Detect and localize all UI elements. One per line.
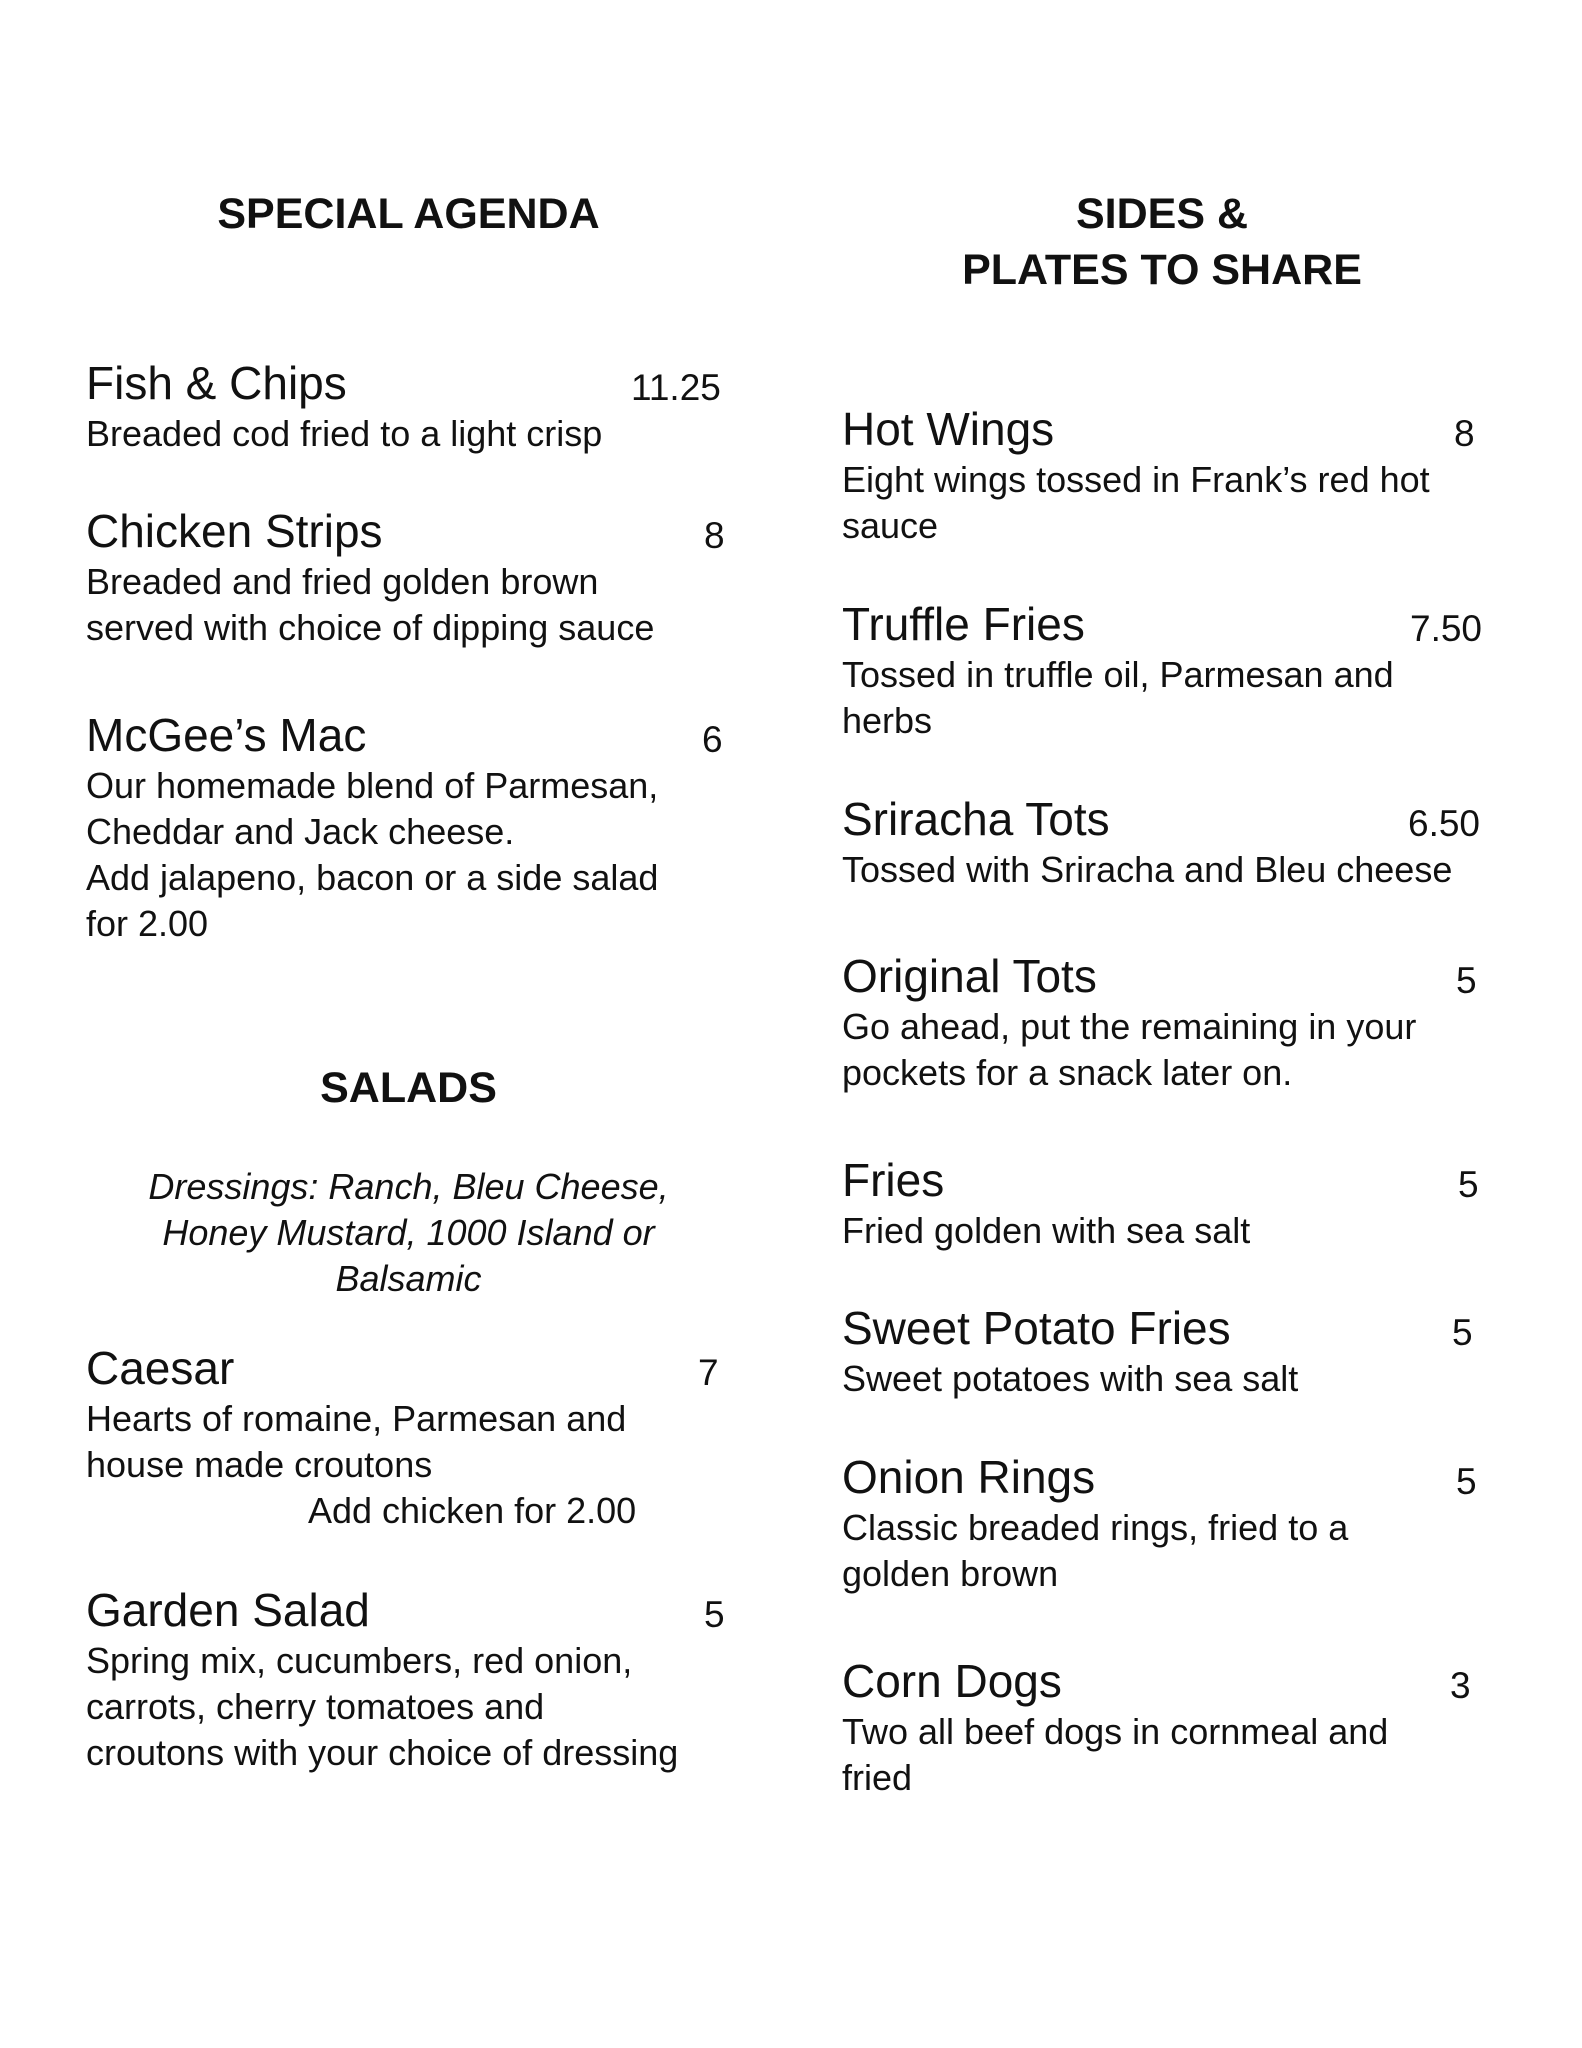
item-price: 5 (1458, 1164, 1479, 1205)
description-line: house made croutons (86, 1444, 433, 1485)
description-line: Add jalapeno, bacon or a side salad (86, 857, 659, 898)
item-price: 7 (698, 1352, 719, 1393)
menu-item (842, 1152, 1502, 1254)
description-line: Cheddar and Jack cheese. (86, 811, 515, 852)
description-line: Go ahead, put the remaining in your (842, 1006, 1417, 1047)
dressings-line: Dressings: Ranch, Bleu Cheese, (148, 1166, 669, 1207)
item-name: McGee’s Mac (86, 709, 367, 761)
description-line: Classic breaded rings, fried to a (842, 1507, 1349, 1548)
description-line: Breaded and fried golden brown (86, 561, 599, 602)
item-description (86, 763, 731, 947)
item-price: 5 (1452, 1312, 1473, 1353)
description-line: carrots, cherry tomatoes and (86, 1686, 545, 1727)
item-name: Truffle Fries (842, 598, 1085, 650)
add-on-note: Add chicken for 2.00 (308, 1490, 637, 1531)
menu-item (842, 596, 1502, 744)
description-line: Eight wings tossed in Frank’s red hot (842, 459, 1430, 500)
item-price: 11.25 (631, 367, 721, 408)
description-line: served with choice of dipping sauce (86, 607, 655, 648)
heading-line: PLATES TO SHARE (962, 246, 1362, 294)
description-line: Tossed in truffle oil, Parmesan and (842, 654, 1394, 695)
menu-item (842, 401, 1502, 549)
item-price: 6.50 (1408, 803, 1481, 844)
menu-item (842, 1449, 1502, 1597)
menu-item (86, 707, 731, 947)
description-line: croutons with your choice of dressing (86, 1732, 679, 1773)
menu-item (86, 503, 731, 651)
menu-item (86, 355, 731, 457)
item-description (86, 411, 731, 457)
item-price: 6 (702, 719, 723, 760)
item-name: Corn Dogs (842, 1655, 1062, 1707)
item-name: Hot Wings (842, 403, 1055, 455)
item-description (842, 1004, 1502, 1096)
item-name: Fish & Chips (86, 357, 347, 409)
item-description (842, 1208, 1502, 1254)
item-name: Caesar (86, 1342, 235, 1394)
item-price: 5 (1456, 1461, 1477, 1502)
description-line: for 2.00 (86, 903, 209, 944)
dressings-line: Balsamic (335, 1258, 482, 1299)
item-price: 3 (1450, 1665, 1471, 1706)
item-price: 8 (1454, 413, 1475, 454)
item-name: Garden Salad (86, 1584, 370, 1636)
salads-heading: SALADS (320, 1064, 497, 1112)
item-price: 5 (1456, 960, 1477, 1001)
item-name: Sriracha Tots (842, 793, 1110, 845)
dressings-line: Honey Mustard, 1000 Island or (162, 1212, 655, 1253)
description-line: Spring mix, cucumbers, red onion, (86, 1640, 633, 1681)
item-description (842, 847, 1502, 893)
description-line: Fried golden with sea salt (842, 1210, 1251, 1251)
item-name: Fries (842, 1154, 945, 1206)
item-description (86, 559, 731, 651)
item-description (842, 1505, 1502, 1597)
item-description (86, 1396, 731, 1534)
menu-item (842, 1653, 1502, 1801)
description-line: Hearts of romaine, Parmesan and (86, 1398, 627, 1439)
description-line: pockets for a snack later on. (842, 1052, 1293, 1093)
item-price: 7.50 (1410, 608, 1483, 649)
item-description (86, 1638, 731, 1776)
item-description (842, 1356, 1502, 1402)
dressings-note (86, 1164, 731, 1302)
menu-item (842, 1300, 1502, 1402)
description-line: Tossed with Sriracha and Bleu cheese (842, 849, 1453, 890)
description-line: Breaded cod fried to a light crisp (86, 413, 603, 454)
item-name: Sweet Potato Fries (842, 1302, 1231, 1354)
menu-item (842, 791, 1502, 893)
item-name: Chicken Strips (86, 505, 383, 557)
item-name: Onion Rings (842, 1451, 1096, 1503)
item-name: Original Tots (842, 950, 1097, 1002)
item-description (842, 1709, 1502, 1801)
description-line: herbs (842, 700, 933, 741)
description-line: Two all beef dogs in cornmeal and (842, 1711, 1389, 1752)
sides-heading (832, 186, 1492, 298)
special-agenda-heading: SPECIAL AGENDA (217, 190, 600, 238)
description-line: golden brown (842, 1553, 1059, 1594)
description-line: Our homemade blend of Parmesan, (86, 765, 659, 806)
item-description (842, 652, 1502, 744)
item-description (842, 457, 1502, 549)
description-line: fried (842, 1757, 913, 1798)
item-price: 8 (704, 515, 725, 556)
item-price: 5 (704, 1594, 725, 1635)
menu-item (86, 1340, 731, 1534)
description-line: Sweet potatoes with sea salt (842, 1358, 1299, 1399)
menu-item (86, 1582, 731, 1776)
description-line: sauce (842, 505, 939, 546)
menu-item (842, 948, 1502, 1096)
heading-line: SIDES & (1075, 190, 1249, 238)
